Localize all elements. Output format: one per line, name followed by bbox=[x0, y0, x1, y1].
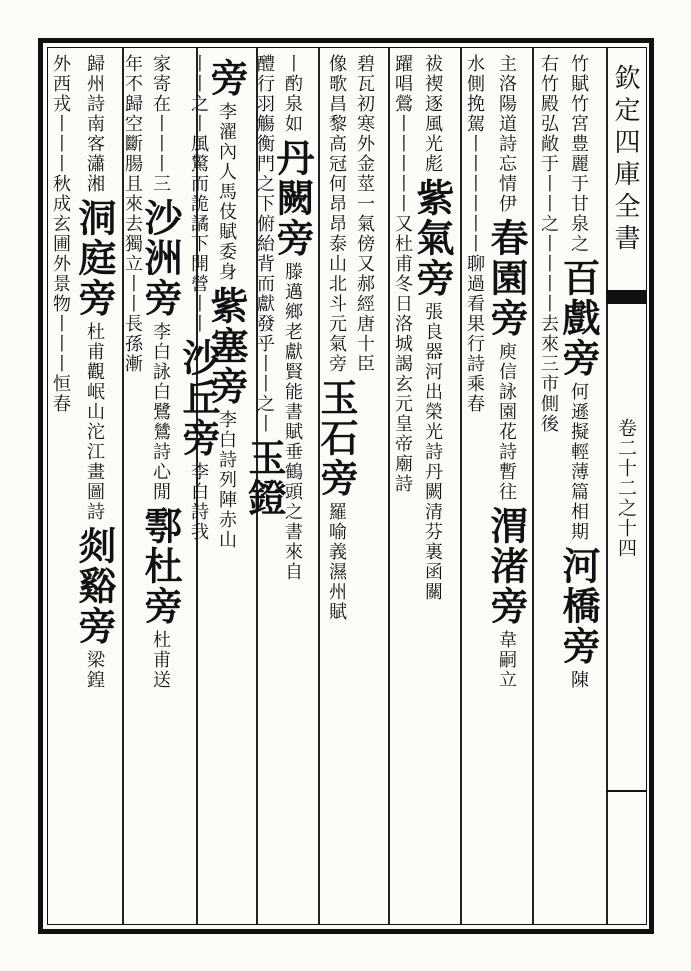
entry-heading: 渭渚旁 bbox=[484, 506, 529, 626]
entry-heading: 河橋旁 bbox=[556, 546, 601, 666]
annotation-text: 丨丨丨丨聊過看果行 bbox=[464, 174, 485, 354]
annotation-text: 歸州詩南客瀟湘 bbox=[84, 54, 105, 194]
annotation-text: 長孫漸 bbox=[122, 314, 143, 374]
annotation-text: 丨酌泉如 bbox=[282, 54, 303, 134]
entry-heading: 沙洲旁 bbox=[138, 198, 183, 318]
annotation-text: 後 bbox=[538, 414, 559, 434]
entry-heading: 百戲旁 bbox=[556, 258, 601, 378]
annotation-text: 水側挽駕丨丨 bbox=[464, 54, 485, 174]
annotation-text: 秋成玄圃外景物丨丨丨 bbox=[50, 174, 71, 374]
annotation-text: 張良器河出榮光詩丹闕清芬裏函關 bbox=[422, 302, 443, 602]
entry-heading: 旁 bbox=[204, 58, 249, 98]
annotation-text: 像歌昌黎高冠何昂昂泰山北斗元氣旁 bbox=[326, 54, 347, 374]
annotation-text: 韋嗣立 bbox=[496, 630, 517, 690]
annotation-text: 滕邁鄉老獻賢能書賦垂鶴頭之書來自 bbox=[282, 262, 303, 582]
annotation-text: 詩乘春 bbox=[464, 354, 485, 414]
entry-heading: 洞庭旁 bbox=[72, 198, 117, 318]
annotation-text: 梁鍠 bbox=[84, 650, 105, 690]
text-column bbox=[35, 54, 85, 916]
annotation-text: 丨丨之丨風驚而詭譎 bbox=[188, 54, 209, 234]
annotation-text: 右竹殿弘敞于丨丨之丨 bbox=[538, 54, 559, 254]
annotation-text: 庾信詠園花詩暫往 bbox=[496, 342, 517, 502]
annotation-text: 年不歸空斷腸 bbox=[122, 54, 143, 174]
annotation-text: 李白詠白鷺鷥詩心閒 bbox=[150, 322, 171, 502]
annotation-text: 丨丨丨去來三市側 bbox=[538, 254, 559, 414]
entry-heading: 沙丘旁 bbox=[176, 338, 221, 458]
annotation-text: 家寄在丨丨丨三 bbox=[150, 54, 171, 194]
annotation-text: 竹賦竹宮豊麗于甘泉之 bbox=[568, 54, 589, 254]
annotation-text: 杜甫送 bbox=[150, 630, 171, 690]
annotation-text: 醴行羽觴 bbox=[254, 54, 275, 134]
entry-heading: 玉鐙 bbox=[242, 438, 287, 518]
entry-heading: 丹闕旁 bbox=[270, 138, 315, 258]
entry-heading: 紫氣旁 bbox=[410, 178, 455, 298]
annotation-text: 衡門之下俯紿背而獻發乎丨丨之丨 bbox=[254, 134, 275, 434]
annotation-text: 外西戎丨丨丨 bbox=[50, 54, 71, 174]
annotation-text: 羅喻義濕州賦 bbox=[326, 502, 347, 622]
entry-heading: 玉石旁 bbox=[314, 378, 359, 498]
annotation-text: 杜甫觀岷山沱江畫圖詩 bbox=[84, 322, 105, 522]
annotation-text: 李濯內人馬伎賦委身 bbox=[216, 102, 237, 282]
annotation-text: 躍唱鶯丨丨丨 bbox=[392, 54, 413, 174]
annotation-text: 祓禊逐風光彪 bbox=[422, 54, 443, 174]
entry-heading: 鄠杜旁 bbox=[138, 506, 183, 626]
annotation-text: 丨丨又杜甫冬日洛城謁玄元皇帝廟詩 bbox=[392, 174, 413, 494]
annotation-text: 陳 bbox=[568, 670, 589, 690]
fish-tail-mark bbox=[606, 290, 647, 304]
annotation-text: 李白詩列陣赤山 bbox=[216, 410, 237, 550]
entry-heading: 春園旁 bbox=[484, 218, 529, 338]
book-title: 欽定四庫全書 bbox=[610, 64, 640, 256]
entry-heading: 剡谿旁 bbox=[72, 526, 117, 646]
annotation-text: 碧瓦初寒外金莖一氣傍又郝經唐十臣 bbox=[354, 54, 375, 374]
entry-heading: 紫塞旁 bbox=[204, 286, 249, 406]
annotation-text: 主洛陽道詩忘情伊 bbox=[496, 54, 517, 214]
annotation-text: 恒春 bbox=[50, 374, 71, 414]
annotation-text: 且來去獨立丨丨 bbox=[122, 174, 143, 314]
annotation-text: 何遜擬輕薄篇相期 bbox=[568, 382, 589, 542]
text-column bbox=[311, 54, 361, 916]
annotation-text: 下開營丨丨 bbox=[188, 234, 209, 334]
annotation-text: 李白詩我 bbox=[188, 462, 209, 542]
fish-tail-line bbox=[606, 790, 647, 792]
volume-label: 卷二十二之十四 bbox=[615, 418, 637, 558]
